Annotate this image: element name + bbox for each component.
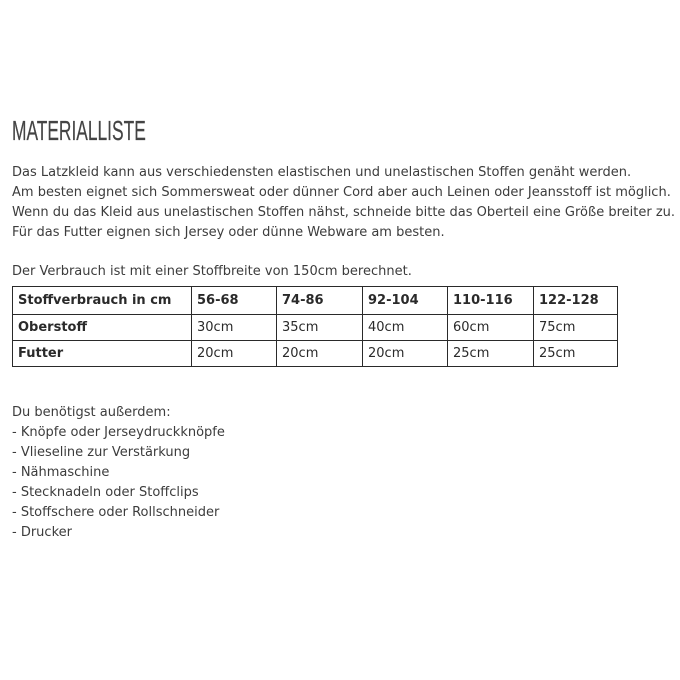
table-cell: 20cm	[363, 341, 448, 367]
list-item: - Stoffschere oder Rollschneider	[12, 505, 220, 520]
page-title: MATERIALLISTE	[12, 115, 146, 146]
table-row-label: Oberstoff	[13, 315, 192, 341]
list-item: - Vlieseline zur Verstärkung	[12, 445, 191, 460]
table-row	[13, 341, 618, 367]
intro-line: Am besten eignet sich Sommersweat oder dünner Cord aber auch Leinen oder Jeansstoff ist möglich.	[12, 185, 671, 200]
intro-line: Wenn du das Kleid aus unelastischen Stoffen nähst, schneide bitte das Oberteil eine Größe breiter zu.	[12, 205, 676, 220]
table-cell: 60cm	[448, 315, 534, 341]
list-item: - Nähmaschine	[12, 465, 110, 480]
table-cell: 20cm	[277, 341, 363, 367]
table-cell: 25cm	[448, 341, 534, 367]
list-item: - Stecknadeln oder Stoffclips	[12, 485, 199, 500]
table-header-cell: 92-104	[363, 287, 448, 315]
table-cell: 35cm	[277, 315, 363, 341]
table-row	[13, 315, 618, 341]
intro-paragraph	[12, 163, 676, 243]
table-cell: 30cm	[192, 315, 277, 341]
table-header-cell: Stoffverbrauch in cm	[13, 287, 192, 315]
list-item: - Drucker	[12, 525, 72, 540]
table-header-cell: 74-86	[277, 287, 363, 315]
table-header-row	[13, 287, 618, 315]
table-cell: 25cm	[534, 341, 618, 367]
intro-line: Für das Futter eignen sich Jersey oder dünne Webware am besten.	[12, 225, 445, 240]
table-cell: 75cm	[534, 315, 618, 341]
table-header-cell: 56-68	[192, 287, 277, 315]
table-cell: 20cm	[192, 341, 277, 367]
extras-list	[12, 403, 225, 543]
table-cell: 40cm	[363, 315, 448, 341]
material-table	[12, 286, 618, 367]
list-item: - Knöpfe oder Jerseydruckknöpfe	[12, 425, 225, 440]
table-header-cell: 110-116	[448, 287, 534, 315]
verbrauch-note: Der Verbrauch ist mit einer Stoffbreite von 150cm berechnet.	[12, 264, 412, 279]
intro-line: Das Latzkleid kann aus verschiedensten elastischen und unelastischen Stoffen genäht werden.	[12, 165, 632, 180]
table-row-label: Futter	[13, 341, 192, 367]
table-header-cell: 122-128	[534, 287, 618, 315]
extras-heading: Du benötigst außerdem:	[12, 405, 171, 420]
